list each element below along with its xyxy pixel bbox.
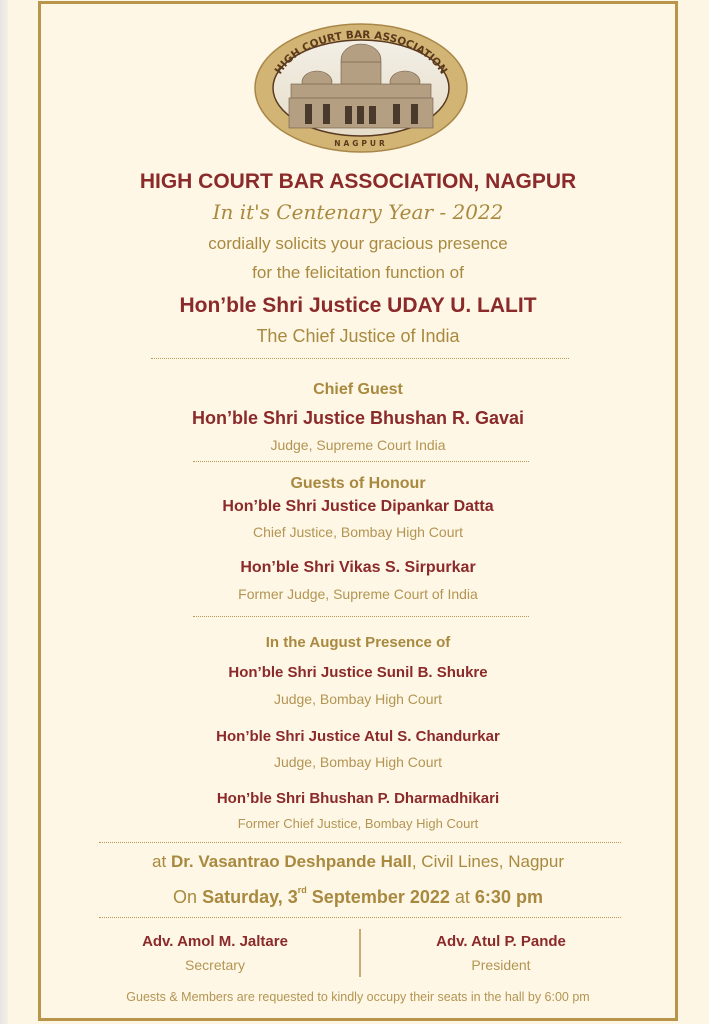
divider (193, 461, 529, 462)
signatory-secretary (85, 933, 345, 973)
guests-of-honour-heading: Guests of Honour (290, 475, 426, 492)
chief-guest-name: Hon’ble Shri Justice Bhushan R. Gavai (191, 408, 525, 428)
venue-hall: Dr. Vasantrao Deshpande Hall (170, 852, 412, 871)
footer-note: Guests & Members are requested to kindly occupy their seats in the hall by 6:00 pm (126, 990, 590, 1004)
august-presence-title: Judge, Bombay High Court (273, 691, 443, 707)
divider (99, 917, 621, 918)
guest-of-honour-name: Hon’ble Shri Vikas S. Sirpurkar (240, 559, 476, 576)
signatory-name: Adv. Atul P. Pande (436, 933, 566, 950)
august-presence-heading: In the August Presence of (265, 634, 451, 651)
signatory-role: President (471, 957, 531, 973)
signatory-divider (359, 929, 361, 977)
event-time: 6:30 pm (474, 887, 543, 907)
august-presence-name: Hon’ble Shri Justice Sunil B. Shukre (228, 664, 488, 681)
date-line: On Saturday, 3rd September 2022 at 6:30 pm (173, 885, 543, 907)
signatory-president (371, 933, 631, 973)
organization-title: HIGH COURT BAR ASSOCIATION, NAGPUR (139, 170, 577, 193)
chief-guest-title: Judge, Supreme Court India (270, 437, 446, 453)
centenary-subtitle: In it's Centenary Year - 2022 (212, 200, 504, 224)
divider (151, 358, 569, 359)
august-presence-title: Judge, Bombay High Court (273, 754, 443, 770)
guest-of-honour-name: Hon’ble Shri Justice Dipankar Datta (222, 498, 494, 515)
association-logo (253, 22, 469, 155)
august-presence-name: Hon’ble Shri Bhushan P. Dharmadhikari (216, 790, 500, 807)
invite-line-2: for the felicitation function of (252, 263, 464, 282)
venue-line: at Dr. Vasantrao Deshpande Hall, Civil Lines, Nagpur (152, 852, 564, 871)
honoree-name: Hon’ble Shri Justice UDAY U. LALIT (179, 294, 537, 317)
chief-guest-heading: Chief Guest (313, 381, 403, 398)
event-day: Saturday, 3rd September 2022 (202, 885, 450, 907)
invitation-card (38, 1, 678, 1021)
signatory-name: Adv. Amol M. Jaltare (142, 933, 288, 950)
august-presence-title: Former Chief Justice, Bombay High Court (237, 816, 479, 831)
page-edge-shade (0, 0, 8, 1024)
divider (99, 842, 621, 843)
signatory-role: Secretary (185, 957, 245, 973)
honoree-title: The Chief Justice of India (256, 326, 460, 346)
invite-line-1: cordially solicits your gracious presence (208, 234, 508, 253)
divider (193, 616, 529, 617)
august-presence-name: Hon’ble Shri Justice Atul S. Chandurkar (216, 728, 500, 745)
guest-of-honour-title: Chief Justice, Bombay High Court (252, 524, 464, 540)
svg-text:HIGH COURT BAR ASSOCIATION: HIGH COURT BAR ASSOCIATION (272, 28, 450, 77)
guest-of-honour-title: Former Judge, Supreme Court of India (238, 586, 478, 602)
svg-text:NAGPUR: NAGPUR (334, 139, 388, 148)
